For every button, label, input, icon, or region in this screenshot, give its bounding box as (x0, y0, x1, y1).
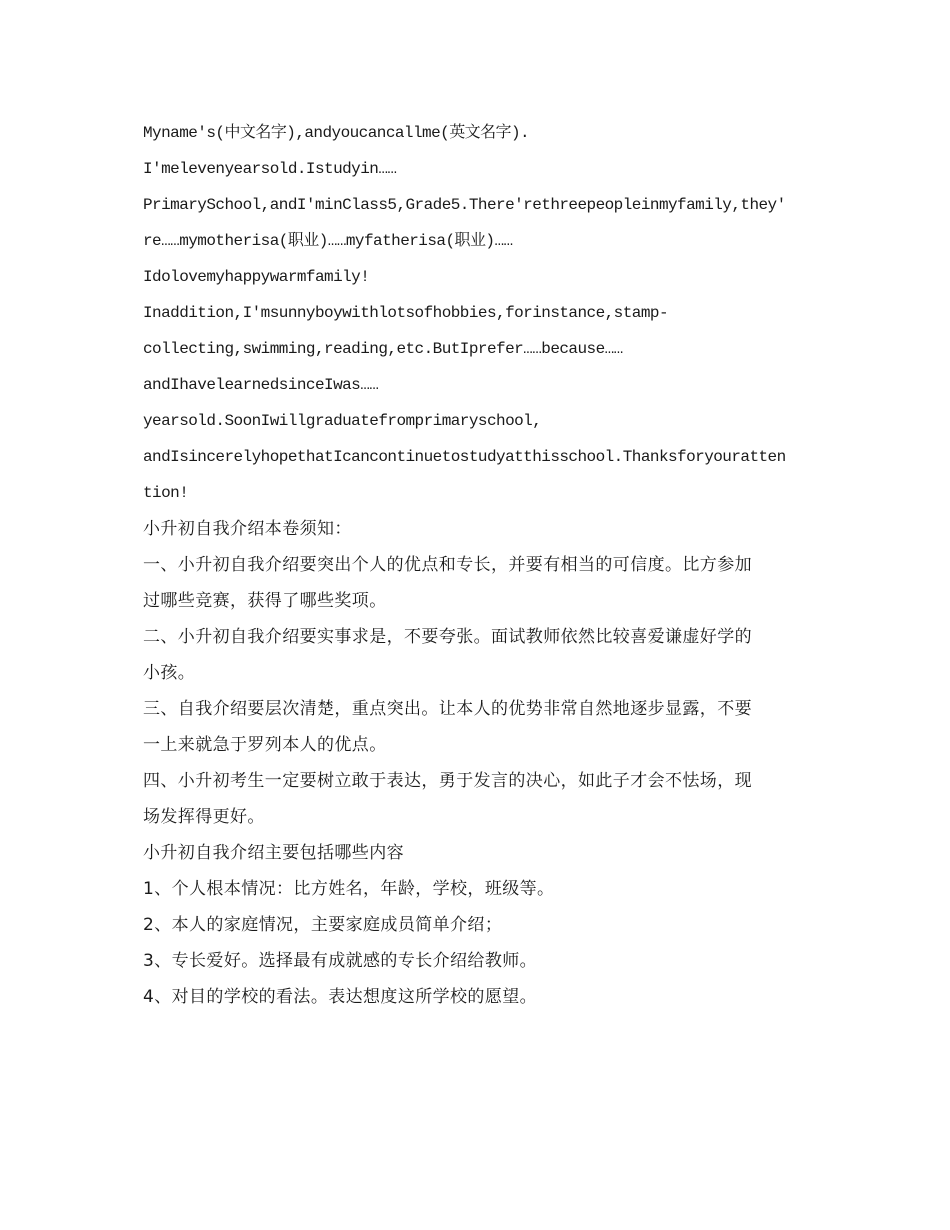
text-line: andIsincerelyhopethatIcancontinuetostudyatthisschool.Thanksforyouratten (143, 448, 786, 466)
text-line: 二、小升初自我介绍要实事求是，不要夸张。面试教师依然比较喜爱谦虚好学的 (143, 627, 752, 647)
text-line: 过哪些竞赛，获得了哪些奖项。 (143, 591, 387, 611)
text-line: I'melevenyearsold.Istudyin…… (143, 160, 397, 178)
text-line: 三、自我介绍要层次清楚，重点突出。让本人的优势非常自然地逐步显露，不要 (143, 699, 752, 719)
list-item: 2、本人的家庭情况，主要家庭成员简单介绍； (143, 915, 503, 935)
list-item: 4、对目的学校的看法。表达想度这所学校的愿望。 (143, 987, 538, 1007)
text-line: 一、小升初自我介绍要突出个人的优点和专长，并要有相当的可信度。比方参加 (143, 555, 752, 575)
text-line: 一上来就急于罗列本人的优点。 (143, 735, 387, 755)
text-line: collecting,swimming,reading,etc.ButIprefer……because…… (143, 340, 623, 358)
text-line: tion! (143, 484, 189, 502)
document-body (143, 115, 808, 1015)
notice-section (143, 511, 808, 835)
content-section (143, 835, 808, 1015)
english-self-introduction (143, 115, 808, 511)
text-line: yearsold.SoonIwillgraduatefromprimaryschool, (143, 412, 542, 430)
text-line: Idolovemyhappywarmfamily! (143, 268, 370, 286)
text-line: andIhavelearnedsinceIwas…… (143, 376, 379, 394)
text-line: 四、小升初考生一定要树立敢于表达，勇于发言的决心，如此子才会不怯场，现 (143, 771, 752, 791)
text-line: re……mymotherisa(职业)……myfatherisa(职业)…… (143, 232, 513, 250)
list-item: 3、专长爱好。选择最有成就感的专长介绍给教师。 (143, 951, 538, 971)
section-heading: 小升初自我介绍本卷须知： (143, 519, 352, 539)
section-heading: 小升初自我介绍主要包括哪些内容 (143, 843, 404, 863)
text-line: Inaddition,I'msunnyboywithlotsofhobbies,forinstance,stamp- (143, 304, 668, 322)
text-line: 场发挥得更好。 (143, 807, 265, 827)
text-line: PrimarySchool,andI'minClass5,Grade5.There'rethreepeopleinmyfamily,they' (143, 196, 786, 214)
text-line: Myname's(中文名字),andyoucancallme(英文名字). (143, 124, 530, 142)
text-line: 小孩。 (143, 663, 196, 683)
list-item: 1、个人根本情况：比方姓名，年龄，学校，班级等。 (143, 879, 555, 899)
